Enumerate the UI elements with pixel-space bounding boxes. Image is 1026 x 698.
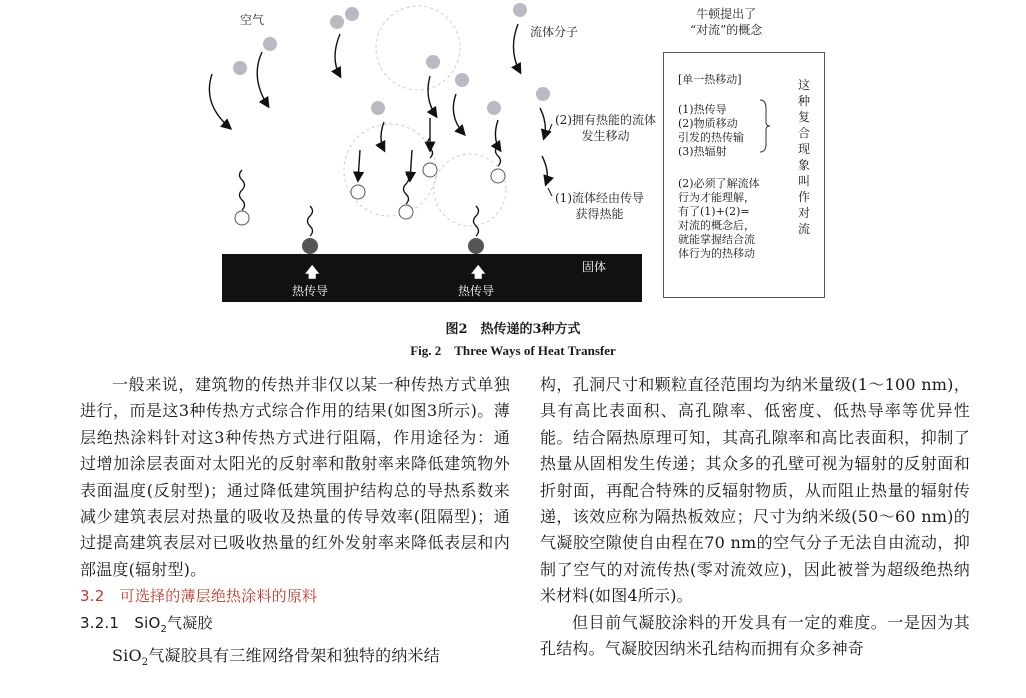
paragraph-aerogel-start: SiO$_2$气凝胶具有三维网络骨架和独特的纳米结: [112, 646, 440, 669]
box-note: 有了(1)+(2)=: [678, 205, 750, 218]
right-column: [540, 372, 970, 662]
arrow-up-icon: 🡅: [471, 265, 486, 281]
box-item: (2)物质移动: [678, 117, 738, 130]
right-paragraph: 构，孔洞尺寸和颗粒直径范围均为纳米量级(1～100 nm)，具有高比表面积、高孔隙率、低密度、低热导率等优异性能。结合隔热原理可知，其高孔隙率和高比表面积，抑制了热量从固相发生传递；其众多的孔壁可视为辐射的反射面和折射面，再配合特殊的反辐射物质，从而阻止热量的辐射传递，该效应称为隔热板效应；尺寸为纳米级(50～60 nm)的气凝胶空隙使自由程在70 nm的空气分子无法自由流动，抑制了空气的对流传热(零对流效应)，因此被誉为超级绝热纳米材料(如图4所示)。: [540, 375, 970, 606]
fluid-molecule: [235, 211, 249, 225]
box-item: (1)热传导: [678, 103, 727, 116]
caption-cn: 图2 热传递的3种方式: [445, 322, 581, 337]
label-leader: [548, 124, 552, 134]
box-item: 引发的热传输: [678, 131, 744, 144]
subsection-heading: 3.2.1 SiO$_2$气凝胶: [80, 613, 213, 635]
movement-arrow: [513, 24, 520, 72]
figure-heat-transfer: [0, 0, 1026, 312]
air-molecule: [426, 55, 440, 69]
arrow-up-icon: 🡅: [305, 265, 320, 281]
fluid-molecule: [351, 185, 365, 199]
heat-wave: [404, 174, 409, 204]
label-solid: 固体: [582, 260, 607, 274]
air-molecule: [455, 73, 469, 87]
air-molecule: [513, 3, 527, 17]
right-paragraph-2: 但目前气凝胶涂料的开发具有一定的难度。一是因为其孔结构。气凝胶因纳米孔结构而拥有众多神奇: [540, 612, 970, 659]
label-heat-conduction: 热传导: [458, 284, 495, 298]
box-vertical-text: 这种复合现象叫作对流: [798, 78, 811, 236]
box-note: 行为才能理解，: [678, 191, 755, 204]
box-heading: [单一热移动]: [678, 73, 742, 86]
left-column: [80, 372, 510, 677]
convection-circle: [434, 154, 506, 226]
box-note: (2)必须了解流体: [678, 177, 760, 190]
air-molecule: [330, 15, 344, 29]
heat-wave: [308, 206, 313, 236]
heat-wave: [240, 170, 245, 210]
movement-arrow: [428, 76, 436, 116]
solid-molecule: [302, 238, 318, 254]
air-molecule: [233, 61, 247, 75]
movement-arrow: [257, 52, 268, 106]
movement-arrow: [495, 120, 500, 150]
fluid-molecule: [399, 205, 413, 219]
box-note: 就能掌握结合流: [678, 233, 755, 246]
label-fluid-molecule: 流体分子: [530, 25, 579, 39]
convection-circle: [344, 124, 436, 216]
section-heading: 3.2 可选择的薄层绝热涂料的原料: [80, 587, 318, 606]
box-item: (3)热辐射: [678, 145, 727, 158]
fluid-molecule: [491, 169, 505, 183]
convection-circle: [376, 6, 460, 90]
air-molecule: [345, 7, 359, 21]
movement-arrow: [335, 34, 340, 76]
air-molecule: [263, 37, 277, 51]
solid-molecule: [468, 238, 484, 254]
label-heat-conduction: 热传导: [292, 284, 329, 298]
movement-arrow: [542, 156, 547, 184]
concept-box: [663, 52, 825, 298]
movement-arrow: [358, 150, 360, 180]
air-molecule: [487, 101, 501, 115]
box-note: 体行为的热移动: [678, 247, 755, 260]
movement-arrow: [540, 108, 545, 138]
label-fluid-move: (2)拥有热能的流体 发生移动: [555, 113, 656, 143]
left-paragraph: 一般来说，建筑物的传热并非仅以某一种传热方式单独进行，而是这3种传热方式综合作用的结果(如图3所示)。薄层绝热涂料针对这3种传热方式进行阻隔，作用途径为：通过增加涂层表面对太阳光的反射率和散射率来降低建筑物外表面温度(反射型)；通过降低建筑围护结构总的导热系数来减少建筑表层对热量的吸收及热量的传导效率(阻隔型)；通过提高建筑表层对已吸收热量的红外发射率来降低表层和内部温度(辐射型)。: [80, 375, 510, 579]
movement-arrow: [410, 150, 412, 180]
caption-en: Fig. 2 Three Ways of Heat Transfer: [410, 343, 616, 358]
air-molecule: [536, 87, 550, 101]
air-molecule: [371, 101, 385, 115]
label-fluid-conduct: (1)流体经由传导 获得热能: [555, 191, 644, 221]
heat-wave: [474, 206, 479, 236]
movement-arrow: [453, 94, 464, 134]
box-note: 对流的概念后，: [678, 219, 755, 232]
label-newton: 牛顿提出了 “对流”的概念: [690, 7, 763, 37]
label-leader: [548, 188, 552, 196]
movement-arrow: [209, 74, 230, 128]
fluid-molecule: [423, 163, 437, 177]
solid-block: [222, 254, 642, 302]
label-air: 空气: [240, 13, 265, 27]
movement-arrow: [381, 122, 384, 150]
